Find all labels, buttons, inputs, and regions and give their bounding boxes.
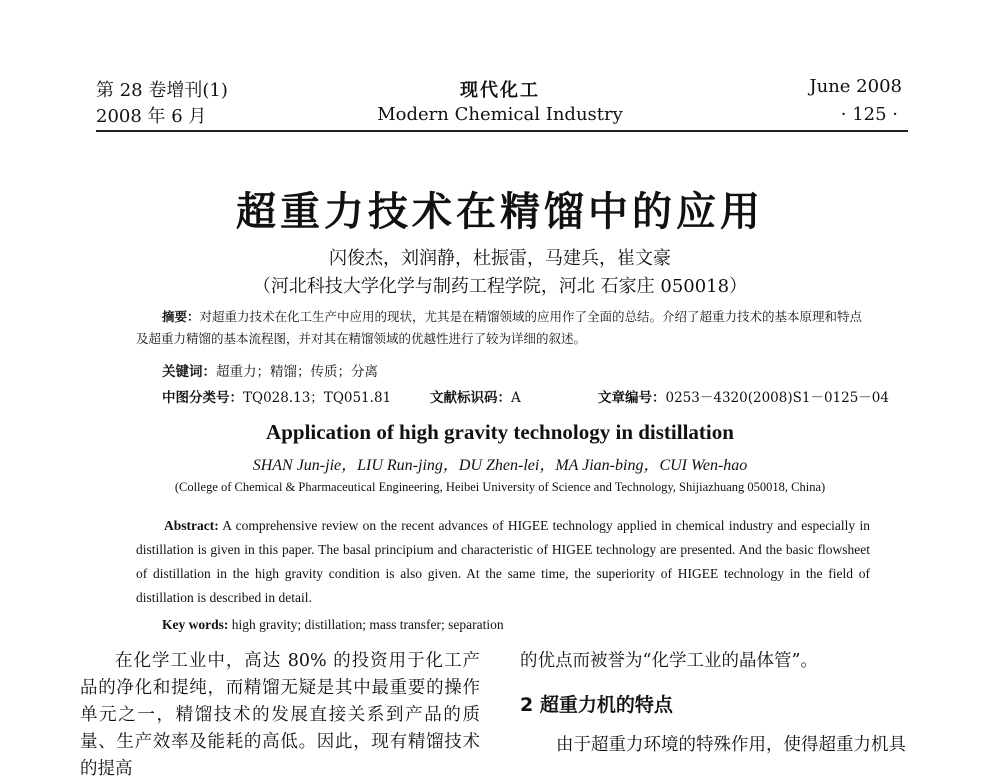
body-right-line: 的优点而被誉为“化学工业的晶体管”。	[520, 651, 818, 671]
keywords-en-label: Key words:	[162, 617, 229, 632]
body-right-paragraph: 由于超重力环境的特殊作用，使得超重力机具	[556, 735, 906, 755]
issue-date-cn: 2008 年 6 月	[96, 106, 207, 127]
keywords-en	[162, 617, 504, 633]
document-code	[430, 386, 521, 406]
section-heading: 2 超重力机的特点	[520, 694, 673, 716]
authors-cn: 闪俊杰，刘润静，杜振雷，马建兵，崔文豪	[329, 248, 671, 269]
keywords-en-text: high gravity; distillation; mass transfer; separation	[231, 617, 504, 632]
page-number: · 125 ·	[840, 104, 898, 125]
affiliation-en: (College of Chemical & Pharmaceutical Engineering, Heibei University of Science and Technology, Shijiazhuang 050018, China)	[174, 480, 826, 494]
abstract-cn-label: 摘要：	[162, 309, 200, 324]
abstract-en-text: A comprehensive review on the recent advances of HIGEE technology applied in chemical industry and especially in distillation is given in this paper. The basal principium and characteristic of HIGEE technology are presented. And the basic flowsheet of distillation in the high gravity condition is also given. At the same time, the superiority of HIGEE technology in the field of distillation is described in detail.	[136, 518, 870, 605]
article-title-en: Application of high gravity technology in distillation	[266, 420, 734, 444]
keywords-cn-label: 关键词：	[162, 364, 216, 380]
authors-en: SHAN Jun-jie，LIU Run-jing，DU Zhen-lei，MA Jian-bing，CUI Wen-hao	[252, 457, 748, 474]
abstract-en-label: Abstract:	[164, 518, 219, 533]
article-number	[598, 386, 889, 406]
issue-date-en: June 2008	[809, 76, 902, 97]
journal-name-cn: 现代化工	[460, 80, 540, 101]
abstract-cn	[136, 306, 866, 350]
abstract-en	[136, 514, 870, 610]
journal-name-en: Modern Chemical Industry	[377, 104, 623, 125]
affiliation-cn: （河北科技大学化学与制药工程学院，河北 石家庄 050018）	[252, 276, 748, 297]
volume-issue: 第 28 卷增刊(1)	[96, 80, 228, 101]
article-title-cn: 超重力技术在精馏中的应用	[236, 189, 764, 235]
body-left-column: 在化学工业中，高达 80% 的投资用于化工产品的净化和提纯，而精馏无疑是其中最重要的操作单元之一，精馏技术的发展直接关系到产品的质量、生产效率及能耗的高低。因此，现有精馏技术的提高	[80, 651, 480, 779]
article-no-value: 0253－4320(2008)S1－0125－04	[665, 390, 889, 406]
clc-value: TQ028.13；TQ051.81	[243, 390, 392, 406]
abstract-cn-text: 对超重力技术在化工生产中应用的现状，尤其是在精馏领域的应用作了全面的总结。介绍了超重力技术的基本原理和特点及超重力精馏的基本流程图，并对其在精馏领域的优越性进行了较为详细的叙述。	[136, 309, 863, 346]
article-no-label: 文章编号：	[598, 390, 666, 406]
clc-label: 中图分类号：	[162, 390, 243, 406]
keywords-cn-text: 超重力；精馏；传质；分离	[216, 364, 378, 380]
keywords-cn	[162, 360, 378, 380]
clc-number	[162, 386, 391, 406]
header-rule	[96, 130, 908, 132]
doc-code-label: 文献标识码：	[430, 390, 511, 406]
doc-code-value: A	[511, 390, 521, 406]
